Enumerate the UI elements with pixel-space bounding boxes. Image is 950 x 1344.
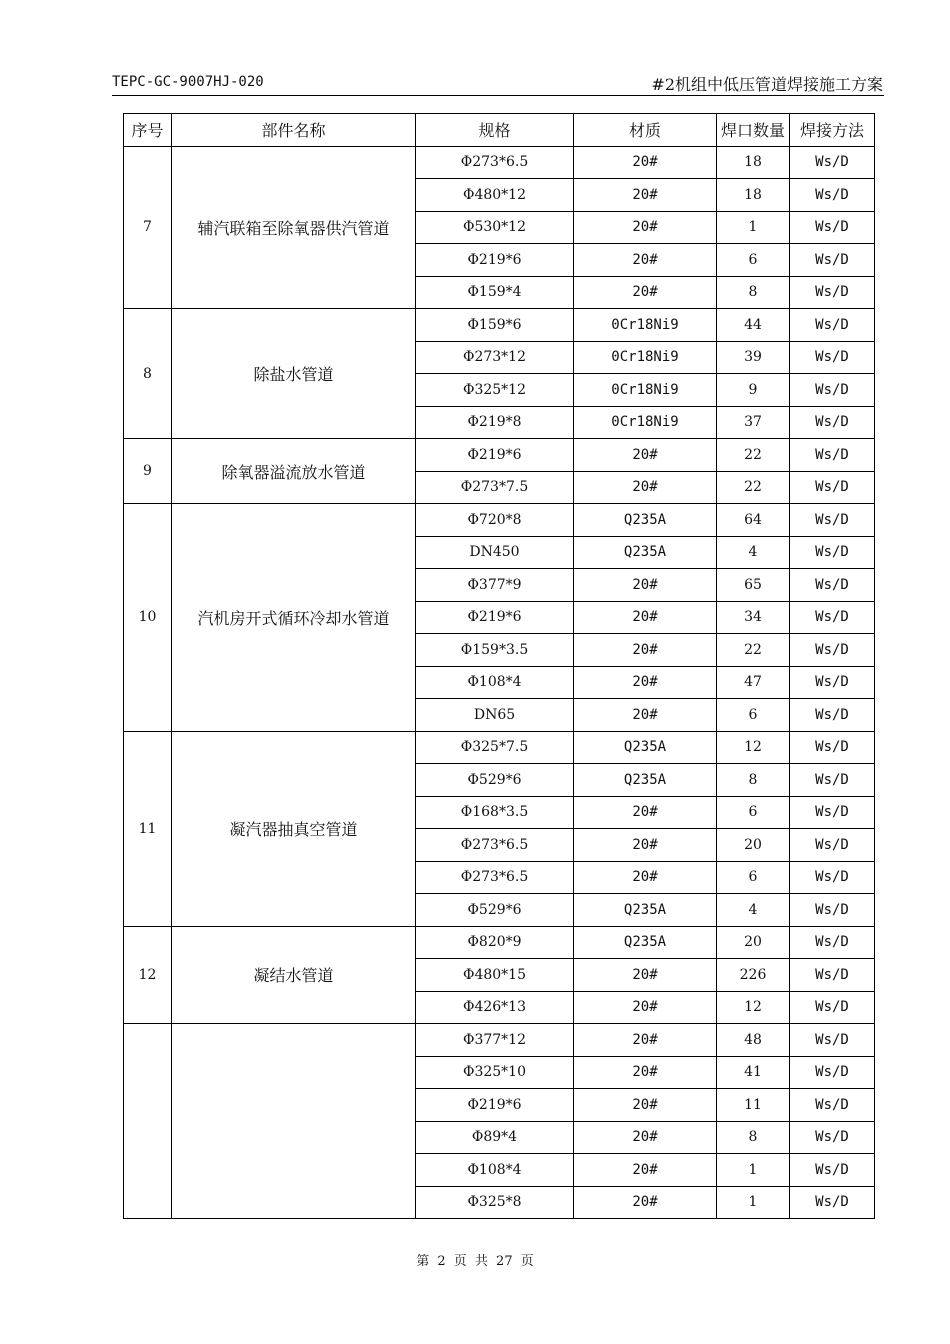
component-name	[172, 1024, 416, 1219]
spec-cell: Φ529*6	[416, 764, 574, 797]
welding-table	[123, 113, 875, 1219]
spec-cell: Φ480*12	[416, 179, 574, 212]
quantity-cell: 12	[717, 991, 790, 1024]
material-cell: Q235A	[574, 926, 717, 959]
material-cell: Q235A	[574, 536, 717, 569]
method-cell: Ws/D	[790, 861, 875, 894]
quantity-cell: 47	[717, 666, 790, 699]
quantity-cell: 18	[717, 179, 790, 212]
quantity-cell: 22	[717, 634, 790, 667]
material-cell: 20#	[574, 796, 717, 829]
table-row	[124, 439, 875, 472]
material-cell: 20#	[574, 146, 717, 179]
item-number: 10	[124, 504, 172, 732]
item-number: 12	[124, 926, 172, 1024]
method-cell: Ws/D	[790, 1056, 875, 1089]
quantity-cell: 64	[717, 504, 790, 537]
method-cell: Ws/D	[790, 439, 875, 472]
spec-cell: Φ530*12	[416, 211, 574, 244]
quantity-cell: 18	[717, 146, 790, 179]
table-row	[124, 146, 875, 179]
component-name: 辅汽联箱至除氧器供汽管道	[172, 146, 416, 309]
material-cell: Q235A	[574, 894, 717, 927]
method-cell: Ws/D	[790, 341, 875, 374]
column-header: 焊接方法	[790, 114, 875, 147]
material-cell: 0Cr18Ni9	[574, 374, 717, 407]
method-cell: Ws/D	[790, 1121, 875, 1154]
material-cell: 20#	[574, 959, 717, 992]
material-cell: 20#	[574, 244, 717, 277]
quantity-cell: 6	[717, 699, 790, 732]
spec-cell: Φ219*6	[416, 601, 574, 634]
method-cell: Ws/D	[790, 211, 875, 244]
quantity-cell: 20	[717, 926, 790, 959]
spec-cell: DN65	[416, 699, 574, 732]
table-row	[124, 504, 875, 537]
quantity-cell: 11	[717, 1089, 790, 1122]
quantity-cell: 9	[717, 374, 790, 407]
method-cell: Ws/D	[790, 959, 875, 992]
column-header: 规格	[416, 114, 574, 147]
method-cell: Ws/D	[790, 309, 875, 342]
spec-cell: Φ377*12	[416, 1024, 574, 1057]
spec-cell: Φ89*4	[416, 1121, 574, 1154]
material-cell: 20#	[574, 179, 717, 212]
spec-cell: DN450	[416, 536, 574, 569]
method-cell: Ws/D	[790, 666, 875, 699]
table-row	[124, 731, 875, 764]
component-name: 凝汽器抽真空管道	[172, 731, 416, 926]
quantity-cell: 6	[717, 796, 790, 829]
material-cell: Q235A	[574, 731, 717, 764]
material-cell: 20#	[574, 991, 717, 1024]
method-cell: Ws/D	[790, 731, 875, 764]
method-cell: Ws/D	[790, 179, 875, 212]
method-cell: Ws/D	[790, 569, 875, 602]
spec-cell: Φ219*8	[416, 406, 574, 439]
spec-cell: Φ377*9	[416, 569, 574, 602]
method-cell: Ws/D	[790, 536, 875, 569]
method-cell: Ws/D	[790, 374, 875, 407]
component-name: 凝结水管道	[172, 926, 416, 1024]
material-cell: 20#	[574, 1154, 717, 1187]
spec-cell: Φ480*15	[416, 959, 574, 992]
table-row	[124, 926, 875, 959]
spec-cell: Φ325*7.5	[416, 731, 574, 764]
material-cell: Q235A	[574, 764, 717, 797]
column-header: 材质	[574, 114, 717, 147]
quantity-cell: 1	[717, 211, 790, 244]
quantity-cell: 22	[717, 439, 790, 472]
material-cell: 20#	[574, 861, 717, 894]
header-rule	[112, 95, 884, 96]
material-cell: 20#	[574, 211, 717, 244]
spec-cell: Φ426*13	[416, 991, 574, 1024]
material-cell: 20#	[574, 276, 717, 309]
spec-cell: Φ273*7.5	[416, 471, 574, 504]
quantity-cell: 44	[717, 309, 790, 342]
material-cell: 20#	[574, 569, 717, 602]
method-cell: Ws/D	[790, 1089, 875, 1122]
method-cell: Ws/D	[790, 699, 875, 732]
spec-cell: Φ325*12	[416, 374, 574, 407]
spec-cell: Φ219*6	[416, 1089, 574, 1122]
method-cell: Ws/D	[790, 276, 875, 309]
quantity-cell: 8	[717, 1121, 790, 1154]
quantity-cell: 34	[717, 601, 790, 634]
quantity-cell: 6	[717, 244, 790, 277]
method-cell: Ws/D	[790, 764, 875, 797]
material-cell: 20#	[574, 1024, 717, 1057]
spec-cell: Φ273*12	[416, 341, 574, 374]
document-code: TEPC-GC-9007HJ-020	[112, 74, 264, 90]
method-cell: Ws/D	[790, 146, 875, 179]
component-name: 汽机房开式循环冷却水管道	[172, 504, 416, 732]
method-cell: Ws/D	[790, 634, 875, 667]
method-cell: Ws/D	[790, 991, 875, 1024]
item-number	[124, 1024, 172, 1219]
quantity-cell: 1	[717, 1186, 790, 1219]
quantity-cell: 22	[717, 471, 790, 504]
spec-cell: Φ273*6.5	[416, 146, 574, 179]
table-header-row	[124, 114, 875, 147]
material-cell: 0Cr18Ni9	[574, 309, 717, 342]
spec-cell: Φ325*8	[416, 1186, 574, 1219]
method-cell: Ws/D	[790, 926, 875, 959]
quantity-cell: 1	[717, 1154, 790, 1187]
component-name: 除盐水管道	[172, 309, 416, 439]
spec-cell: Φ219*6	[416, 439, 574, 472]
quantity-cell: 4	[717, 894, 790, 927]
item-number: 11	[124, 731, 172, 926]
method-cell: Ws/D	[790, 601, 875, 634]
quantity-cell: 8	[717, 764, 790, 797]
page-number: 第 2 页 共 27 页	[416, 1254, 534, 1269]
method-cell: Ws/D	[790, 1154, 875, 1187]
method-cell: Ws/D	[790, 244, 875, 277]
spec-cell: Φ108*4	[416, 666, 574, 699]
quantity-cell: 6	[717, 861, 790, 894]
spec-cell: Φ273*6.5	[416, 861, 574, 894]
column-header: 部件名称	[172, 114, 416, 147]
material-cell: 0Cr18Ni9	[574, 406, 717, 439]
quantity-cell: 12	[717, 731, 790, 764]
quantity-cell: 48	[717, 1024, 790, 1057]
spec-cell: Φ159*3.5	[416, 634, 574, 667]
material-cell: 20#	[574, 829, 717, 862]
quantity-cell: 65	[717, 569, 790, 602]
item-number: 8	[124, 309, 172, 439]
material-cell: 20#	[574, 1089, 717, 1122]
material-cell: 20#	[574, 1121, 717, 1154]
method-cell: Ws/D	[790, 471, 875, 504]
spec-cell: Φ108*4	[416, 1154, 574, 1187]
table-row	[124, 309, 875, 342]
document-title: #2机组中低压管道焊接施工方案	[651, 75, 883, 94]
spec-cell: Φ159*4	[416, 276, 574, 309]
item-number: 9	[124, 439, 172, 504]
material-cell: Q235A	[574, 504, 717, 537]
spec-cell: Φ529*6	[416, 894, 574, 927]
component-name: 除氧器溢流放水管道	[172, 439, 416, 504]
spec-cell: Φ159*6	[416, 309, 574, 342]
spec-cell: Φ168*3.5	[416, 796, 574, 829]
column-header: 序号	[124, 114, 172, 147]
material-cell: 20#	[574, 634, 717, 667]
material-cell: 20#	[574, 1186, 717, 1219]
quantity-cell: 37	[717, 406, 790, 439]
material-cell: 20#	[574, 1056, 717, 1089]
item-number: 7	[124, 146, 172, 309]
quantity-cell: 226	[717, 959, 790, 992]
table-row	[124, 1024, 875, 1057]
method-cell: Ws/D	[790, 796, 875, 829]
method-cell: Ws/D	[790, 894, 875, 927]
spec-cell: Φ820*9	[416, 926, 574, 959]
material-cell: 20#	[574, 601, 717, 634]
spec-cell: Φ273*6.5	[416, 829, 574, 862]
method-cell: Ws/D	[790, 406, 875, 439]
spec-cell: Φ219*6	[416, 244, 574, 277]
material-cell: 0Cr18Ni9	[574, 341, 717, 374]
method-cell: Ws/D	[790, 1024, 875, 1057]
column-header: 焊口数量	[717, 114, 790, 147]
quantity-cell: 8	[717, 276, 790, 309]
spec-cell: Φ720*8	[416, 504, 574, 537]
quantity-cell: 20	[717, 829, 790, 862]
material-cell: 20#	[574, 666, 717, 699]
material-cell: 20#	[574, 471, 717, 504]
material-cell: 20#	[574, 699, 717, 732]
quantity-cell: 4	[717, 536, 790, 569]
material-cell: 20#	[574, 439, 717, 472]
method-cell: Ws/D	[790, 1186, 875, 1219]
method-cell: Ws/D	[790, 504, 875, 537]
spec-cell: Φ325*10	[416, 1056, 574, 1089]
quantity-cell: 39	[717, 341, 790, 374]
method-cell: Ws/D	[790, 829, 875, 862]
quantity-cell: 41	[717, 1056, 790, 1089]
